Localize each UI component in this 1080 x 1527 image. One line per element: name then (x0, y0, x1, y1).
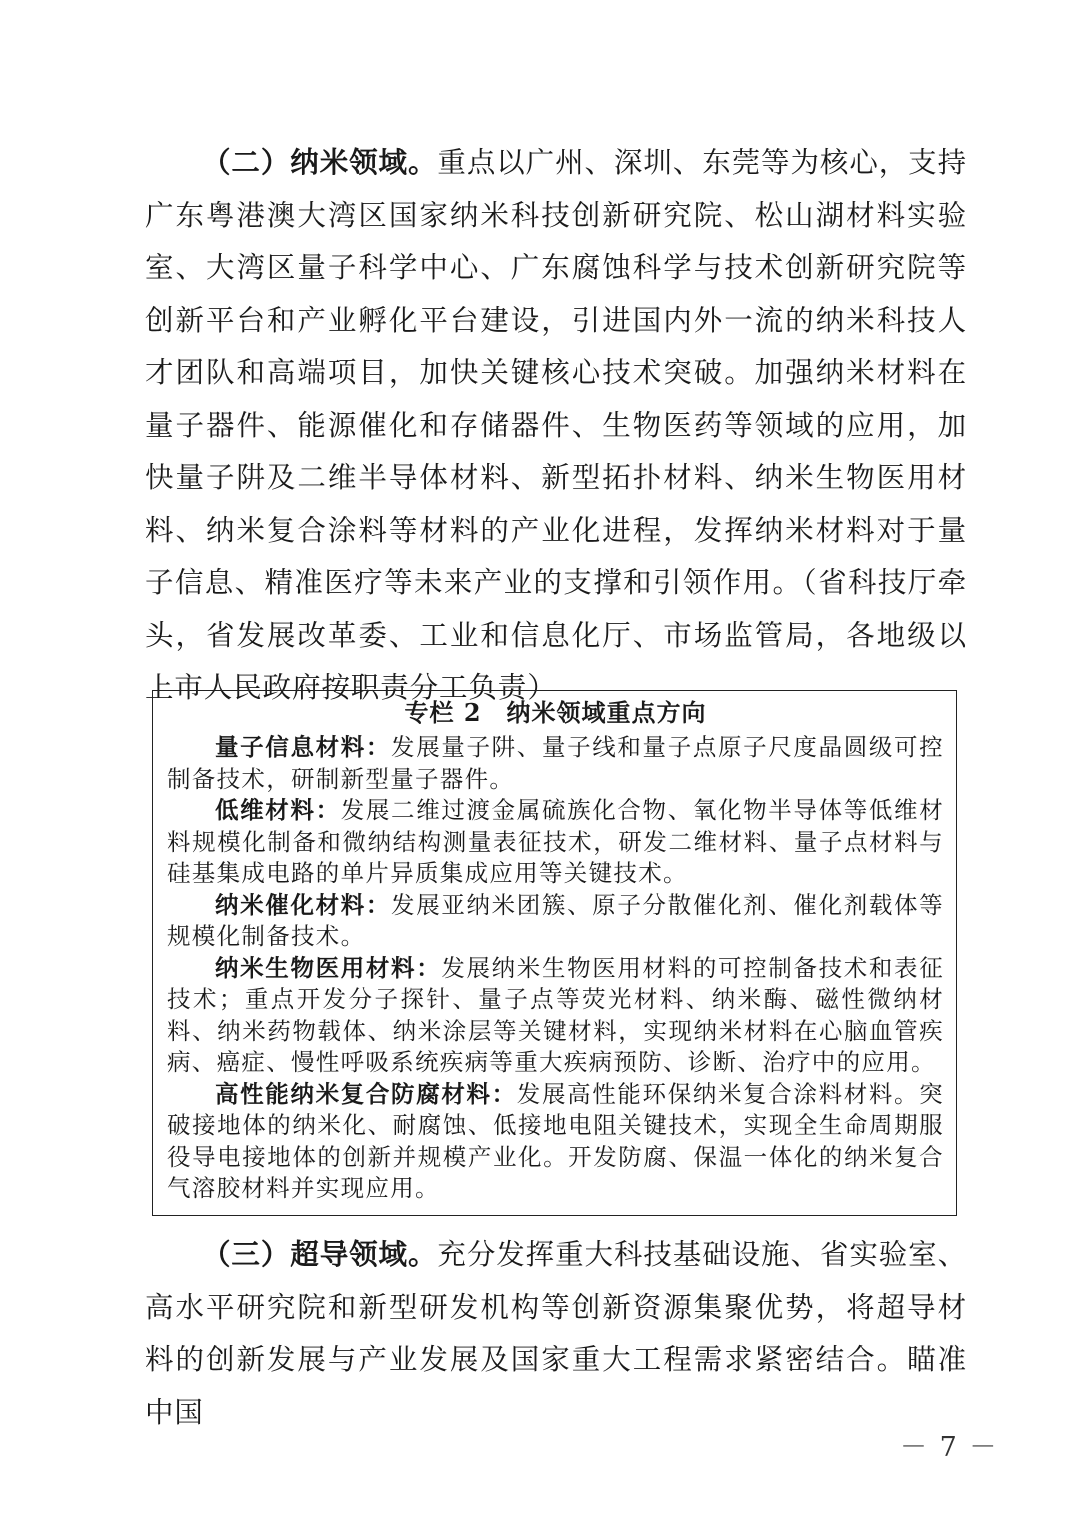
section-superconductor-paragraph (145, 1228, 967, 1439)
column-box-title: 专栏 2 纳米领域重点方向 (404, 698, 707, 727)
column-box-item-label: 纳米生物医用材料： (215, 953, 442, 982)
section-nano-heading: （二）纳米领域。 (202, 145, 438, 179)
section-superconductor-body: 充分发挥重大科技基础设施、省实验室、高水平研究院和新型研发机构等创新资源集聚优势，将超导材料的创新发展与产业发展及国家重大工程需求紧密结合。瞄准中国 (145, 1238, 967, 1429)
section-nano-paragraph (145, 136, 967, 715)
column-box-item (167, 795, 944, 890)
column-box-item-label: 高性能纳米复合防腐材料： (215, 1079, 517, 1108)
column-box-item (167, 890, 944, 953)
column-box-nano-directions (152, 690, 957, 1216)
column-box-item (167, 1079, 944, 1205)
column-box-item-text: 发展量子阱、量子线和量子点原子尺度晶圆级可控制备技术，研制新型量子器件。 (167, 733, 944, 793)
column-box-item-label: 量子信息材料： (215, 733, 392, 761)
column-box-item-text: 发展高性能环保纳米复合涂料材料。突破接地体的纳米化、耐腐蚀、低接地电阻关键技术，实现全生命周期服役导电接地体的创新并规模产业化。开发防腐、保温一体化的纳米复合气溶胶材料并实现应用。 (167, 1079, 944, 1202)
column-box-item-label: 低维材料： (215, 796, 341, 824)
section-superconductor-heading: （三）超导领域。 (202, 1237, 438, 1271)
section-nano-body: 重点以广州、深圳、东莞等为核心，支持广东粤港澳大湾区国家纳米科技创新研究院、松山湖材料实验室、大湾区量子科学中心、广东腐蚀科学与技术创新研究院等创新平台和产业孵化平台建设，引进国内外一流的纳米科技人才团队和高端项目，加快关键核心技术突破。加强纳米材料在量子器件、能源催化和存储器件、生物医药等领域的应用，加快量子阱及二维半导体材料、新型拓扑材料、纳米生物医用材料、纳米复合涂料等材料的产业化进程，发挥纳米材料对于量子信息、精准医疗等未来产业的支撑和引领作用。（省科技厅牵头，省发展改革委、工业和信息化厅、市场监管局，各地级以上市人民政府按职责分工负责） (145, 146, 967, 704)
column-box-item-label: 纳米催化材料： (215, 890, 392, 919)
column-box-item-text: 发展亚纳米团簇、原子分散催化剂、催化剂载体等规模化制备技术。 (167, 890, 944, 950)
column-box-item (167, 953, 944, 1079)
column-box-item-text: 发展纳米生物医用材料的可控制备技术和表征技术；重点开发分子探针、量子点等荧光材料、纳米酶、磁性微纳材料、纳米药物载体、纳米涂层等关键材料，实现纳米材料在心脑血管疾病、癌症、慢性呼吸系统疾病等重大疾病预防、诊断、治疗中的应用。 (167, 953, 945, 1076)
column-box-item-text: 发展二维过渡金属硫族化合物、氧化物半导体等低维材料规模化制备和微纳结构测量表征技术，研发二维材料、量子点材料与硅基集成电路的单片异质集成应用等关键技术。 (167, 796, 944, 887)
page-number: － 7 － (900, 1432, 999, 1463)
column-box-item (167, 732, 944, 795)
